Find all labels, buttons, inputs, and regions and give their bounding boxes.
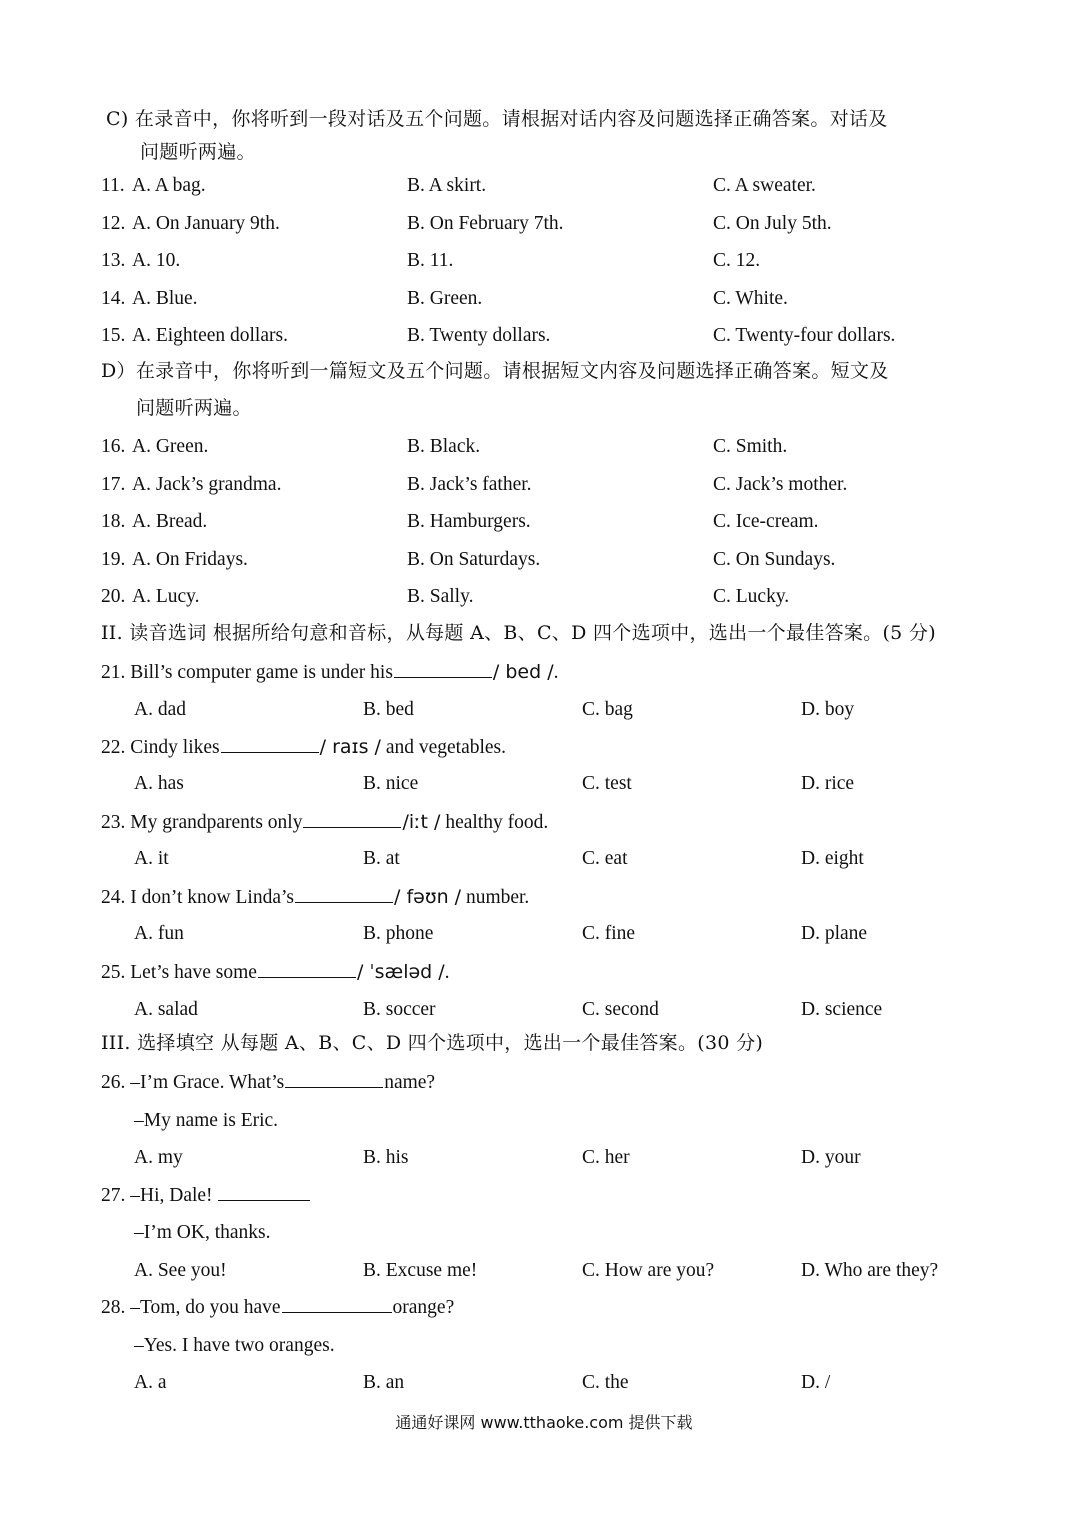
question-18 [0, 507, 1088, 537]
question-19 [0, 545, 1088, 575]
question-number: 15. [101, 325, 126, 346]
question-28-options [0, 1368, 1088, 1398]
question-11 [0, 171, 1088, 201]
answer-blank [218, 1182, 310, 1201]
question-number: 20. [101, 586, 126, 607]
option-c: C. fine [582, 923, 636, 944]
question-23-options [0, 844, 1088, 874]
section-c-heading [0, 104, 1088, 134]
question-stem-end: name? [384, 1072, 436, 1093]
option-c: C. eat [582, 848, 628, 869]
question-21-options [0, 695, 1088, 725]
question-23 [0, 807, 1088, 837]
option-b: B. Green. [407, 288, 483, 309]
section-c-line2: 问题听两遍。 [140, 141, 256, 163]
option-a: A. a [134, 1372, 167, 1393]
question-stem-end: orange? [392, 1297, 455, 1318]
question-24-options [0, 919, 1088, 949]
option-a: A. See you! [134, 1260, 227, 1281]
option-a: A. dad [134, 699, 186, 720]
option-a: A. Eighteen dollars. [132, 325, 288, 346]
option-b: B. 11. [407, 250, 454, 271]
answer-blank [303, 809, 401, 828]
question-stem: 22. Cindy likes [101, 737, 220, 758]
option-d: D. boy [801, 699, 855, 720]
question-15 [0, 321, 1088, 351]
option-a: A. Jack’s grandma. [132, 474, 282, 495]
option-a: A. Blue. [132, 288, 198, 309]
section-d-heading [0, 356, 1088, 386]
question-28 [0, 1293, 1088, 1323]
option-b: B. an [363, 1372, 405, 1393]
section-c-line1: C) 在录音中，你将听到一段对话及五个问题。请根据对话内容及问题选择正确答案。对话及 [106, 108, 888, 130]
option-d: D. rice [801, 773, 855, 794]
option-a: A. A bag. [132, 175, 206, 196]
question-26-options [0, 1143, 1088, 1173]
question-14 [0, 284, 1088, 314]
question-stem-end: . [444, 962, 450, 983]
phonetic-symbol: / fəʊn / [394, 886, 462, 908]
question-number: 17. [101, 474, 126, 495]
question-stem: 25. Let’s have some [101, 962, 257, 983]
question-27 [0, 1181, 1088, 1211]
dialogue-reply: –Yes. I have two oranges. [134, 1335, 335, 1356]
option-c: C. second [582, 999, 659, 1020]
question-17 [0, 470, 1088, 500]
option-b: B. at [363, 848, 400, 869]
option-c: C. her [582, 1147, 630, 1168]
question-stem: 24. I don’t know Linda’s [101, 887, 295, 908]
question-20 [0, 582, 1088, 612]
answer-blank [285, 1069, 383, 1088]
option-c: C. White. [713, 288, 788, 309]
dialogue-reply: –My name is Eric. [134, 1110, 279, 1131]
question-stem-end: number. [461, 887, 530, 908]
option-b: B. Twenty dollars. [407, 325, 551, 346]
option-c: C. How are you? [582, 1260, 715, 1281]
question-16 [0, 432, 1088, 462]
answer-blank [394, 659, 492, 678]
option-b: B. Excuse me! [363, 1260, 478, 1281]
option-a: A. On January 9th. [132, 213, 280, 234]
question-25 [0, 957, 1088, 987]
option-b: B. nice [363, 773, 419, 794]
question-number: 18. [101, 511, 126, 532]
option-c: C. On Sundays. [713, 549, 836, 570]
question-13 [0, 246, 1088, 276]
question-stem: 26. –I’m Grace. What’s [101, 1072, 285, 1093]
option-d: D. / [801, 1372, 831, 1393]
answer-blank [221, 734, 319, 753]
question-24 [0, 882, 1088, 912]
option-b: B. Sally. [407, 586, 474, 607]
option-a: A. Bread. [132, 511, 208, 532]
option-b: B. bed [363, 699, 414, 720]
option-a: A. has [134, 773, 184, 794]
question-21 [0, 657, 1088, 687]
option-a: A. Lucy. [132, 586, 200, 607]
option-a: A. it [134, 848, 169, 869]
section-iii-text: III. 选择填空 从每题 A、B、C、D 四个选项中，选出一个最佳答案。(30 分) [101, 1032, 764, 1054]
question-stem-end: . [553, 662, 559, 683]
question-stem: 28. –Tom, do you have [101, 1297, 281, 1318]
question-stem: 27. –Hi, Dale! [101, 1185, 218, 1206]
option-d: D. science [801, 999, 883, 1020]
section-ii-text: II. 读音选词 根据所给句意和音标，从每题 A、B、C、D 四个选项中，选出一个最佳答案。(5 分) [101, 622, 936, 644]
option-b: B. soccer [363, 999, 436, 1020]
option-a: A. On Fridays. [132, 549, 248, 570]
option-d: D. eight [801, 848, 864, 869]
option-c: C. A sweater. [713, 175, 816, 196]
option-a: A. Green. [132, 436, 209, 457]
phonetic-symbol: / ˈsæləd / [356, 961, 445, 983]
question-stem: 21. Bill’s computer game is under his [101, 662, 393, 683]
question-number: 19. [101, 549, 126, 570]
option-d: D. plane [801, 923, 868, 944]
question-26 [0, 1068, 1088, 1098]
question-25-options [0, 995, 1088, 1025]
option-b: B. Black. [407, 436, 481, 457]
question-number: 12. [101, 213, 126, 234]
dialogue-reply: –I’m OK, thanks. [134, 1222, 271, 1243]
question-22 [0, 732, 1088, 762]
question-stem: 23. My grandparents only [101, 812, 303, 833]
question-12 [0, 209, 1088, 239]
option-c: C. Smith. [713, 436, 788, 457]
question-number: 13. [101, 250, 126, 271]
phonetic-symbol: / bed / [492, 661, 554, 683]
option-a: A. salad [134, 999, 198, 1020]
option-c: C. On July 5th. [713, 213, 832, 234]
section-d-line2: 问题听两遍。 [136, 397, 252, 419]
question-number: 11. [101, 175, 125, 196]
answer-blank [282, 1294, 392, 1313]
option-b: B. On Saturdays. [407, 549, 541, 570]
option-c: C. test [582, 773, 632, 794]
phonetic-symbol: / raɪs / [319, 736, 381, 758]
question-number: 14. [101, 288, 126, 309]
option-c: C. bag [582, 699, 633, 720]
option-c: C. Twenty-four dollars. [713, 325, 896, 346]
page-footer: 通通好课网 www.tthaoke.com 提供下载 [395, 1413, 693, 1432]
question-stem-end: and vegetables. [380, 737, 507, 758]
option-d: D. Who are they? [801, 1260, 939, 1281]
question-number: 16. [101, 436, 126, 457]
option-a: A. my [134, 1147, 183, 1168]
answer-blank [258, 959, 356, 978]
option-c: C. Jack’s mother. [713, 474, 848, 495]
option-b: B. On February 7th. [407, 213, 564, 234]
question-27-options [0, 1256, 1088, 1286]
answer-blank [295, 884, 393, 903]
question-22-options [0, 769, 1088, 799]
phonetic-symbol: /iːt / [402, 811, 441, 833]
section-ii-heading [0, 618, 1088, 648]
option-b: B. A skirt. [407, 175, 487, 196]
option-a: A. 10. [132, 250, 181, 271]
option-d: D. your [801, 1147, 861, 1168]
option-b: B. Hamburgers. [407, 511, 531, 532]
option-b: B. Jack’s father. [407, 474, 532, 495]
option-c: C. Lucky. [713, 586, 790, 607]
option-a: A. fun [134, 923, 184, 944]
option-b: B. his [363, 1147, 409, 1168]
option-c: C. the [582, 1372, 629, 1393]
option-c: C. 12. [713, 250, 761, 271]
section-iii-heading [0, 1028, 1088, 1058]
option-c: C. Ice-cream. [713, 511, 819, 532]
section-d-line1: D）在录音中，你将听到一篇短文及五个问题。请根据短文内容及问题选择正确答案。短文及 [101, 360, 889, 382]
question-stem-end: healthy food. [440, 812, 549, 833]
option-b: B. phone [363, 923, 434, 944]
